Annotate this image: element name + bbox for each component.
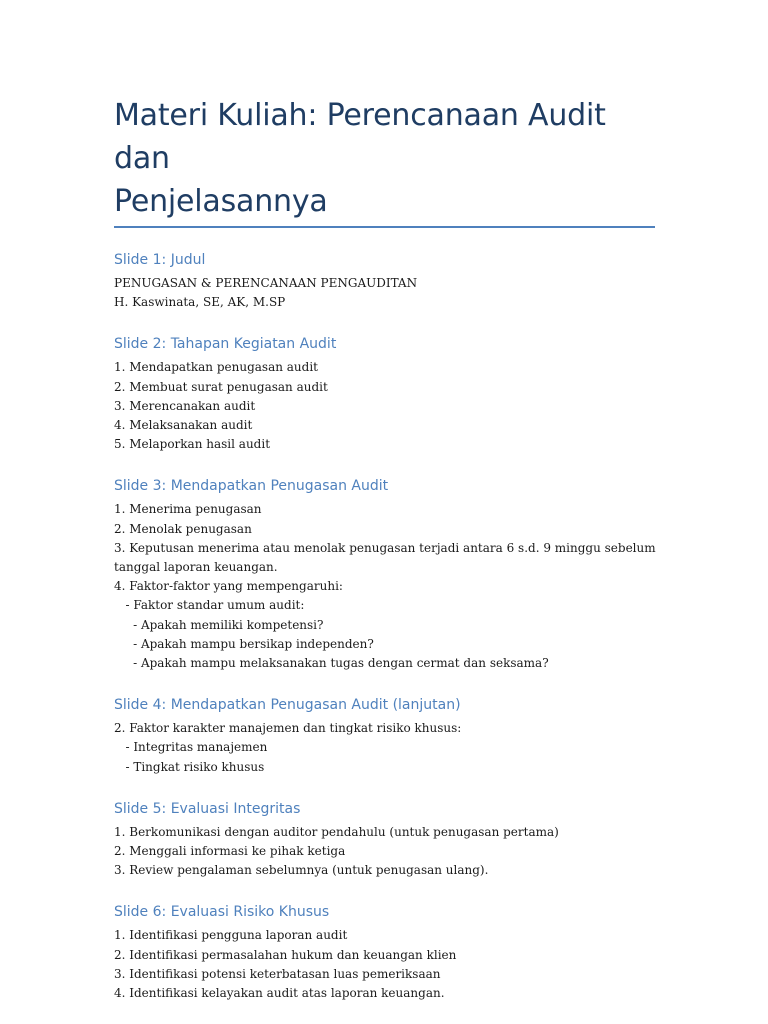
section-line: 1. Menerima penugasan: [114, 502, 262, 517]
sections-container: [114, 250, 659, 1003]
section-slide-2: [114, 334, 659, 454]
section-line: 2. Faktor karakter manajemen dan tingkat risiko khusus:: [114, 721, 462, 736]
section-line: 2. Identifikasi permasalahan hukum dan keuangan klien: [114, 947, 457, 962]
document-title: [114, 94, 659, 226]
section-line: 3. Keputusan menerima atau menolak penugasan terjadi antara 6 s.d. 9 minggu sebelum: [114, 540, 656, 555]
section-line: - Apakah mampu melaksanakan tugas dengan cermat dan seksama?: [114, 656, 549, 671]
section-line: - Apakah memiliki kompetensi?: [114, 617, 324, 632]
section-heading: Slide 3: Mendapatkan Penugasan Audit: [114, 478, 389, 495]
section-slide-3: [114, 476, 659, 673]
section-heading: Slide 5: Evaluasi Integritas: [114, 800, 301, 817]
section-slide-1: [114, 250, 659, 312]
document-title-line-2: Penjelasannya: [114, 184, 328, 219]
section-line: 4. Melaksanakan audit: [114, 418, 253, 433]
section-heading: Slide 2: Tahapan Kegiatan Audit: [114, 336, 337, 353]
section-slide-4: [114, 695, 659, 777]
section-line: H. Kaswinata, SE, AK, M.SP: [114, 295, 286, 310]
section-line: - Tingkat risiko khusus: [114, 759, 265, 774]
section-line: 1. Mendapatkan penugasan audit: [114, 360, 318, 375]
section-slide-6: [114, 902, 659, 1003]
section-line: 3. Review pengalaman sebelumnya (untuk penugasan ulang).: [114, 863, 489, 878]
section-line: 2. Menggali informasi ke pihak ketiga: [114, 844, 346, 859]
section-line: - Apakah mampu bersikap independen?: [114, 636, 374, 651]
section-heading: Slide 6: Evaluasi Risiko Khusus: [114, 904, 330, 921]
section-line: 4. Faktor-faktor yang mempengaruhi:: [114, 579, 343, 594]
section-line: 1. Identifikasi pengguna laporan audit: [114, 928, 348, 943]
section-line: 2. Membuat surat penugasan audit: [114, 379, 328, 394]
document-body: [114, 94, 659, 1003]
section-line: 3. Merencanakan audit: [114, 398, 256, 413]
document-title-line-1: Materi Kuliah: Perencanaan Audit dan: [114, 98, 606, 176]
section-slide-5: [114, 799, 659, 881]
section-line: 2. Menolak penugasan: [114, 521, 252, 536]
title-underline: [114, 226, 655, 228]
section-line: - Integritas manajemen: [114, 740, 268, 755]
section-line: 3. Identifikasi potensi keterbatasan luas pemeriksaan: [114, 966, 441, 981]
section-line: PENUGASAN & PERENCANAAN PENGAUDITAN: [114, 276, 418, 290]
section-heading: Slide 1: Judul: [114, 252, 206, 268]
section-line: 1. Berkomunikasi dengan auditor pendahulu (untuk penugasan pertama): [114, 824, 559, 839]
section-heading: Slide 4: Mendapatkan Penugasan Audit (lanjutan): [114, 697, 461, 714]
section-line: 5. Melaporkan hasil audit: [114, 437, 271, 452]
section-line: tanggal laporan keuangan.: [114, 560, 278, 575]
section-line: 4. Identifikasi kelayakan audit atas laporan keuangan.: [114, 986, 445, 1001]
section-line: - Faktor standar umum audit:: [114, 598, 305, 613]
